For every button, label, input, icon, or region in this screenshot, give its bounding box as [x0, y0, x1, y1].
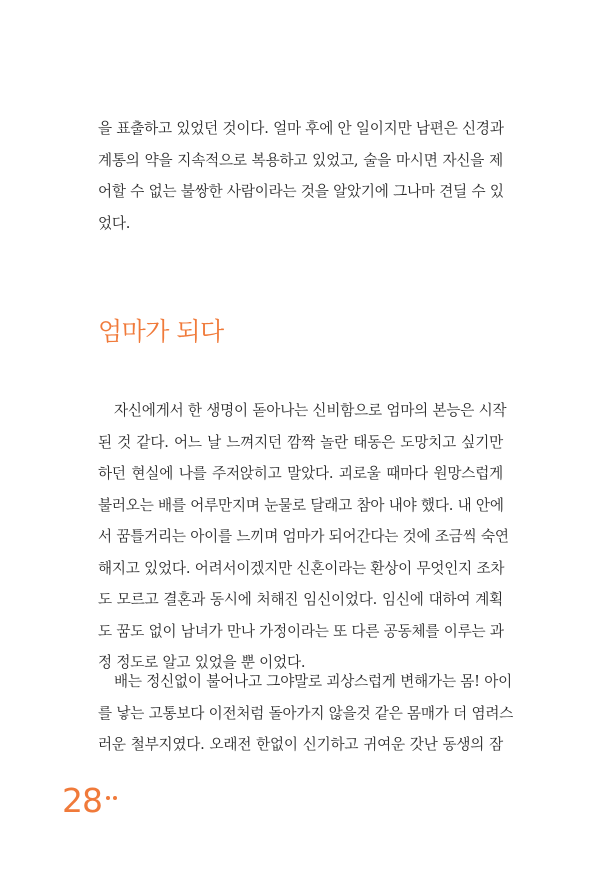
paragraph-body — [98, 666, 514, 761]
text-line: 도 꿈도 없이 남녀가 만나 가정이라는 또 다른 공동체를 이루는 과 — [98, 622, 504, 640]
text-line: 해지고 있었다. 어려서이겠지만 신혼이라는 환상이 무엇인지 조차 — [98, 559, 505, 577]
text-line: 계통의 약을 지속적으로 복용하고 있었고, 술을 마시면 자신을 제 — [98, 151, 503, 169]
text-line: 자신에게서 한 생명이 돋아나는 신비함으로 엄마의 본능은 시작 — [114, 402, 507, 419]
text-line: 를 낳는 고통보다 이전처럼 돌아가지 않을것 같은 몸매가 더 염려스 — [98, 704, 514, 722]
text-line: 어할 수 없는 불쌍한 사람이라는 것을 알았기에 그나마 견딜 수 있 — [98, 183, 504, 200]
page-number-dots-icon — [106, 796, 117, 800]
text-line: 도 모르고 결혼과 동시에 처해진 임신이었다. 임신에 대하여 계획 — [98, 591, 503, 608]
text-line: 정 정도로 알고 있었을 뿐 이었다. — [98, 654, 306, 671]
text-line: 을 표출하고 있었던 것이다. 얼마 후에 안 일이지만 남편은 신경과 — [98, 120, 504, 137]
paragraph-continued — [98, 113, 503, 239]
text-line: 된 것 같다. 어느 날 느껴지던 깜짝 놀란 태동은 도망치고 싶기만 — [98, 433, 503, 451]
text-line: 서 꿈틀거리는 아이를 느끼며 엄마가 되어간다는 것에 조금씩 숙연 — [98, 528, 509, 545]
page-number-text: 28 — [62, 781, 102, 820]
text-line: 하던 현실에 나를 주저앉히고 말았다. 괴로울 때마다 원망스럽게 — [98, 465, 503, 482]
text-line: 배는 정신없이 불어나고 그야말로 괴상스럽게 변해가는 몸! 아이 — [114, 673, 513, 690]
text-line: 불러오는 배를 어루만지며 눈물로 달래고 참아 내야 했다. 내 안에 — [98, 496, 504, 514]
page-number — [62, 783, 117, 819]
section-heading: 엄마가 되다 — [98, 317, 224, 346]
text-line: 었다. — [98, 214, 131, 232]
dot-icon — [113, 796, 117, 800]
text-line: 러운 철부지였다. 오래전 한없이 신기하고 귀여운 갓난 동생의 잠 — [98, 736, 503, 753]
paragraph-body — [98, 395, 509, 679]
dot-icon — [106, 796, 110, 800]
